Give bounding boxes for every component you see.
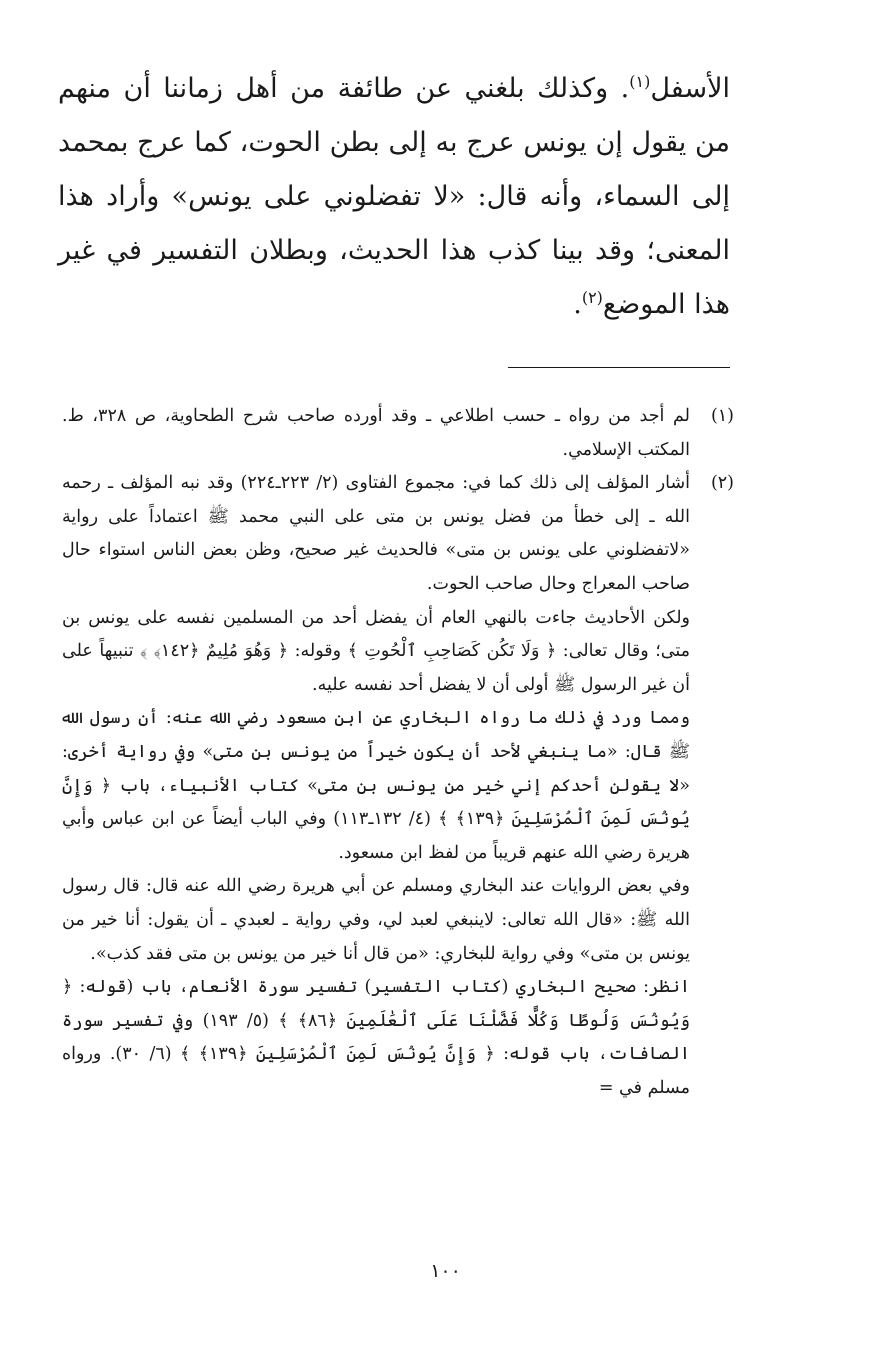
footnote-ref-1: (١) bbox=[629, 72, 651, 91]
footnote-paragraph: أشار المؤلف إلى ذلك كما في: مجموع الفتاوى (٢/ ٢٢٣ـ٢٢٤) وقد نبه المؤلف ـ رحمه الله ـ إلى خطأ من فضل يونس بن متى على النبي محمد ﷺ اعتماداً على رواية «لاتفضلوني على يونس بن متى» فالحديث غير صحيح، وظن بعض الناس استواء حال صاحب المعراج وحال صاحب الحوت. bbox=[62, 473, 691, 594]
main-text-start: الأسفل bbox=[650, 73, 730, 104]
footnote-body bbox=[62, 467, 690, 1105]
footnotes bbox=[62, 400, 734, 1105]
footnote-paragraph: ولكن الأحاديث جاءت بالنهي العام أن يفضل أحد من المسلمين نفسه على يونس بن متى؛ وقال تعالى: ﴿ وَلَا تَكُن كَصَاحِبِ ٱلْحُوتِ ﴾ وقوله: ﴿ وَهُوَ مُلِيمٌ ﴿١٤٢﴾ ﴾ تنبيهاً على أن غير الرسول ﷺ أولى أن لا يفضل أحد نفسه عليه. bbox=[62, 607, 690, 695]
main-paragraph bbox=[58, 62, 730, 332]
main-text-end: . bbox=[573, 289, 582, 320]
footnote-paragraph: وفي بعض الروايات عند البخاري ومسلم عن أبي هريرة رضي الله عنه قال: قال رسول الله ﷺ: «قال الله تعالى: لاينبغي لعبد لي، وفي رواية ـ لعبدي ـ أن يقول: أنا خير من يونس بن متى» وفي رواية للبخاري: «من قال أنا خير من يونس بن متى فقد كذب». bbox=[62, 876, 690, 964]
footnote-paragraph: ومما ورد في ذلك ما رواه البخاري عن ابن مسعود رضي الله عنه: أن رسول الله ﷺ قال: «ما ينبغي لأحد أن يكون خيراً من يونس بن متى» وفي رواية أخرى: «لا يقولن أحدكم إني خير من يونس بن متى» كتاب الأنبياء، باب ﴿ وَإِنَّ يُونُسَ لَمِنَ ٱلْمُرْسَلِينَ ﴿١٣٩﴾ ﴾ (٤/ ١٣٢ـ١١٣) وفي الباب أيضاً عن ابن عباس وأبي هريرة رضي الله عنهم قريباً من لفظ ابن مسعود. bbox=[62, 708, 690, 863]
footnote-ref-2: (٢) bbox=[581, 288, 603, 307]
page-number: ١٠٠ bbox=[430, 1260, 461, 1282]
footnote-1 bbox=[62, 400, 734, 467]
main-text-body: . وكذلك بلغني عن طائفة من أهل زماننا أن منهم من يقول إن يونس عرج به إلى بطن الحوت، كما عرج بمحمد إلى السماء، وأنه قال: «لا تفضلوني على يونس» وأراد هذا المعنى؛ وقد بينا كذب هذا الحديث، وبطلان التفسير في غير هذا الموضع bbox=[58, 73, 730, 320]
footnote-paragraph: انظر: صحيح البخاري (كتاب التفسير) تفسير سورة الأنعام، باب (قوله: ﴿ وَيُونُسَ وَلُوطًا وَكُلًّا فَضَّلْنَا عَلَى ٱلْعَٰلَمِينَ ﴿٨٦﴾ ﴾ (٥/ ١٩٣) وفي تفسير سورة الصافات، باب قوله: ﴿ وَإِنَّ يُونُسَ لَمِنَ ٱلْمُرْسَلِينَ ﴿١٣٩﴾ ﴾ (٦/ ٣٠). ورواه مسلم في = bbox=[62, 977, 691, 1098]
footnote-number: (١) bbox=[710, 406, 734, 426]
main-text bbox=[58, 62, 730, 332]
footnote-separator bbox=[508, 367, 730, 368]
footnote-number: (٢) bbox=[710, 473, 734, 494]
footnote-body bbox=[62, 400, 690, 467]
footnote-2 bbox=[62, 467, 734, 1105]
footnote-paragraph: لم أجد من رواه ـ حسب اطلاعي ـ وقد أورده صاحب شرح الطحاوية، ص ٣٢٨، ط. المكتب الإسلامي. bbox=[62, 406, 691, 460]
